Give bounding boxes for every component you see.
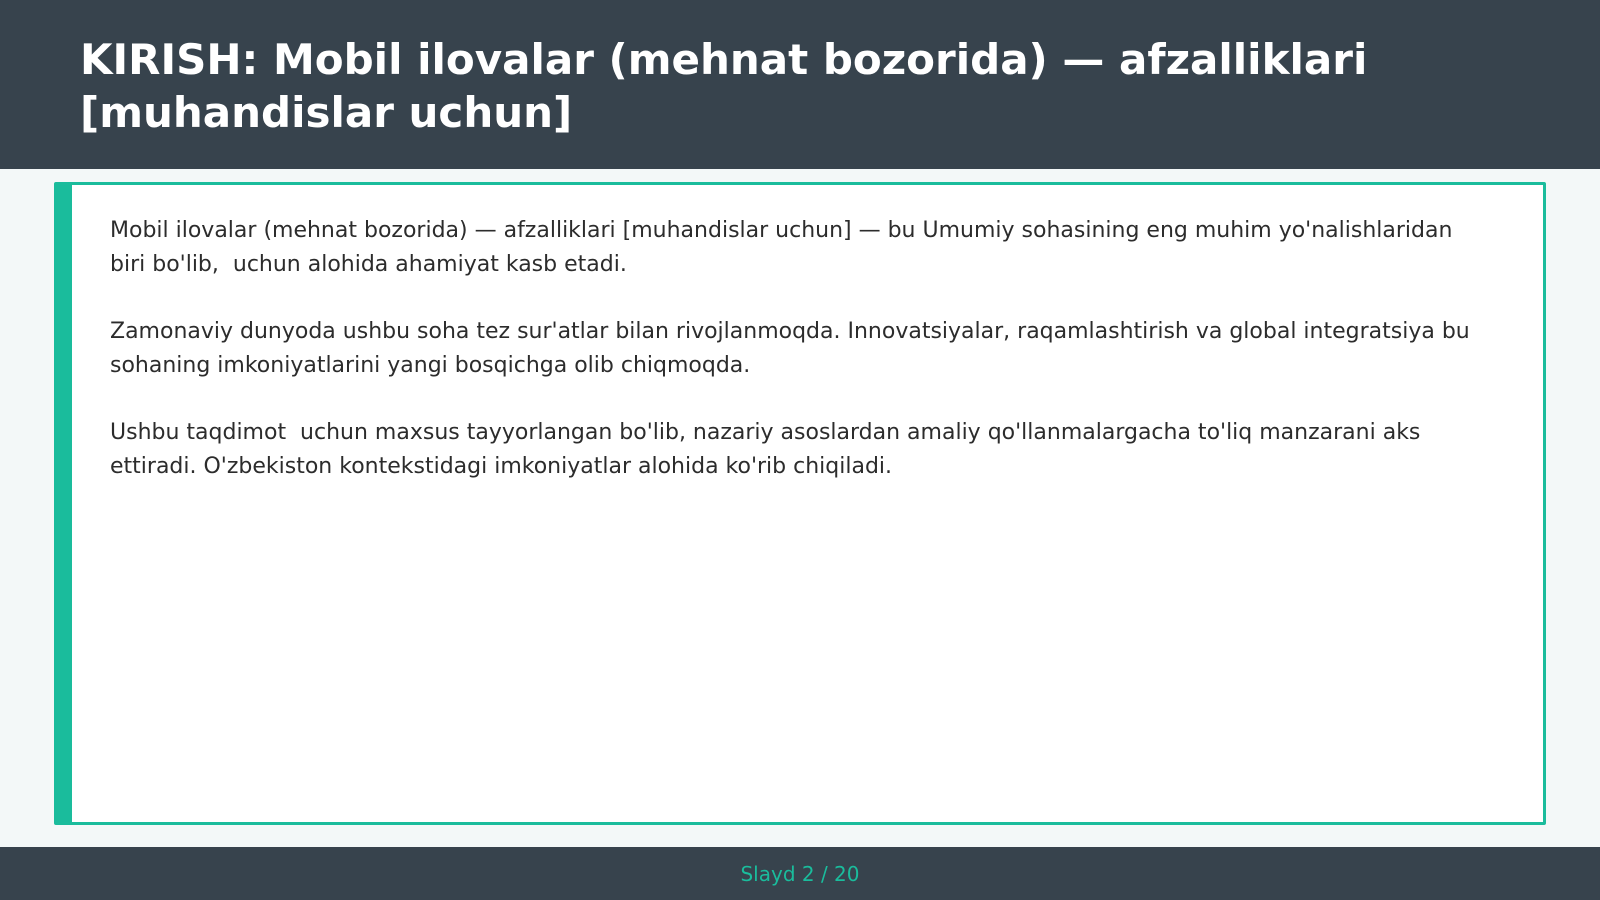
slide-header [0,0,1600,169]
content-card [54,182,1546,825]
slide-counter: Slayd 2 / 20 [740,861,860,886]
slide-footer [0,847,1600,900]
slide-title: KIRISH: Mobil ilovalar (mehnat bozorida) — afzalliklari [muhandislar uchun] [80,35,1368,137]
presentation-purpose-paragraph: Ushbu taqdimot uchun maxsus tayyorlangan bo'lib, nazariy asoslardan amaliy qo'llanmalargacha to'liq manzarani aks ettiradi. O'zbekiston kontekstidagi imkoniyatlar alohida ko'rib chiqiladi. [110,420,1428,479]
modern-world-paragraph: Zamonaviy dunyoda ushbu soha tez sur'atlar bilan rivojlanmoqda. Innovatsiyalar, raqamlashtirish va global integratsiya bu sohaning imkoniyatlarini yangi bosqichga olib chiqmoqda. [110,319,1477,378]
intro-paragraph: Mobil ilovalar (mehnat bozorida) — afzalliklari [muhandislar uchun] — bu Umumiy sohasining eng muhim yo'nalishlaridan biri bo'lib, uchun alohida ahamiyat kasb etadi. [110,218,1460,277]
content-body [110,214,1490,517]
